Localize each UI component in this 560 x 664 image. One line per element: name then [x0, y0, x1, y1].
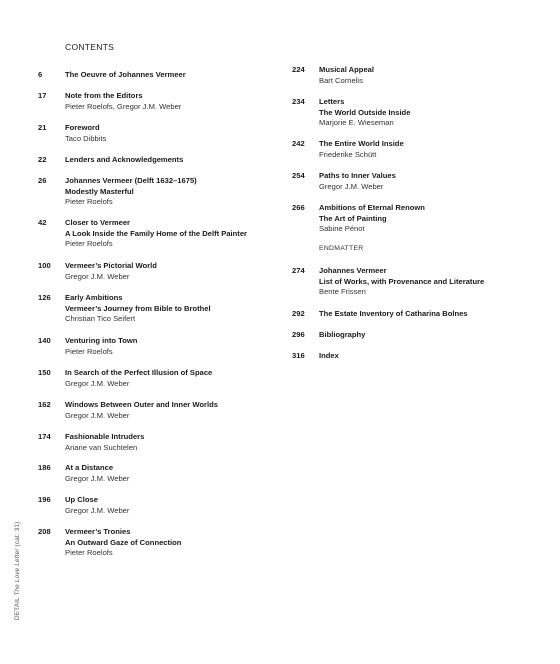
toc-entry-body — [65, 155, 183, 166]
toc-entry-title: Vermeer’s Tronies — [65, 527, 131, 536]
toc-entry-title: Venturing into Town — [65, 336, 138, 345]
toc-entry-author: Ariane van Suchtelen — [65, 442, 138, 452]
toc-entry-author: Pieter Roelofs — [65, 346, 113, 356]
toc-entry-title: Bibliography — [319, 330, 366, 339]
toc-entry-title: At a Distance — [65, 463, 114, 472]
toc-entry-body — [319, 330, 365, 341]
side-caption-title: The Love Letter — [14, 548, 21, 596]
toc-page-number: 234 — [292, 97, 305, 106]
toc-page-number: 100 — [38, 261, 51, 270]
toc-entry-title: Vermeer’s Journey from Bible to Brothel — [65, 303, 211, 313]
toc-entry-title: Paths to Inner Values — [319, 171, 396, 180]
toc-entry-author: Gregor J.M. Weber — [65, 505, 130, 515]
toc-entry-body — [319, 65, 374, 86]
toc-entry-author: Gregor J.M. Weber — [65, 473, 130, 483]
toc-entry-body — [65, 400, 218, 421]
toc-entry-title: Up Close — [65, 495, 98, 504]
toc-entry-author: Gregor J.M. Weber — [65, 410, 130, 420]
toc-entry-author: Pieter Roelofs — [65, 239, 113, 249]
toc-entry-body — [65, 336, 137, 357]
toc-entry-title: The Entire World Inside — [319, 139, 404, 148]
toc-entry-title: Letters — [319, 97, 345, 106]
toc-entry-title: Closer to Vermeer — [65, 218, 130, 227]
toc-entry-author: Christian Tico Seifert — [65, 314, 136, 324]
toc-page-number: 242 — [292, 139, 305, 148]
toc-entry-body — [65, 432, 144, 453]
toc-page-number: 174 — [38, 432, 51, 441]
toc-page-number: 316 — [292, 351, 305, 360]
toc-entry-body — [65, 123, 106, 144]
toc-entry-body — [65, 495, 129, 516]
toc-entry-title: Ambitions of Eternal Renown — [319, 203, 425, 212]
toc-entry-title: List of Works, with Provenance and Literature — [319, 276, 485, 286]
toc-entry-author: Gregor J.M. Weber — [319, 181, 384, 191]
toc-entry-body — [65, 463, 129, 484]
toc-entry-body — [319, 171, 396, 192]
toc-entry-title: In Search of the Perfect Illusion of Space — [65, 368, 213, 377]
toc-page-number: 196 — [38, 495, 51, 504]
toc-page-number: 22 — [38, 155, 47, 164]
toc-entry-title: An Outward Gaze of Connection — [65, 537, 182, 547]
toc-entry-body — [65, 261, 157, 282]
toc-page-number: 292 — [292, 309, 305, 318]
toc-entry-title: Index — [319, 351, 339, 360]
toc-page-number: 150 — [38, 368, 51, 377]
toc-entry-author: Sabine Pénot — [319, 224, 365, 234]
toc-page-number: 140 — [38, 336, 51, 345]
toc-entry-title: Note from the Editors — [65, 91, 143, 100]
toc-entry-title: A Look Inside the Family Home of the Delft Painter — [65, 228, 247, 238]
toc-entry-author: Pieter Roelofs — [65, 548, 113, 558]
toc-page-number: 296 — [292, 330, 305, 339]
toc-entry-author: Bart Cornelis — [319, 75, 363, 85]
toc-page-number: 162 — [38, 400, 51, 409]
toc-page-number: 208 — [38, 527, 51, 536]
toc-entry-title: Johannes Vermeer — [319, 266, 387, 275]
toc-entry-body — [319, 351, 339, 362]
toc-page-number: 224 — [292, 65, 305, 74]
toc-entry-title: The World Outside Inside — [319, 107, 411, 117]
toc-entry-title: Foreword — [65, 123, 100, 132]
toc-entry-body — [319, 203, 425, 235]
side-caption-prefix: DETAIL — [14, 597, 21, 620]
toc-entry-title: The Art of Painting — [319, 213, 387, 223]
toc-entry-body — [65, 176, 197, 208]
side-caption-suffix: (cat. 31) — [14, 521, 21, 547]
toc-entry-body — [319, 266, 484, 298]
toc-entry-title: The Oeuvre of Johannes Vermeer — [65, 70, 186, 79]
toc-entry-title: Johannes Vermeer (Delft 1632–1675) — [65, 176, 197, 185]
toc-entry-title: The Estate Inventory of Catharina Bolnes — [319, 309, 468, 318]
toc-entry-body — [319, 309, 468, 320]
toc-entry-title: Lenders and Acknowledgements — [65, 155, 184, 164]
toc-page-number: 21 — [38, 123, 47, 132]
contents-heading: CONTENTS — [65, 42, 115, 52]
toc-entry-author: Pieter Roelofs — [65, 197, 113, 207]
toc-entry-title: Modestly Masterful — [65, 186, 134, 196]
toc-entry-title: Musical Appeal — [319, 65, 374, 74]
toc-entry-author: Pieter Roelofs, Gregor J.M. Weber — [65, 101, 182, 111]
endmatter-label: ENDMATTER — [319, 245, 364, 252]
toc-entry-body — [319, 139, 404, 160]
toc-page-number: 42 — [38, 218, 47, 227]
toc-entry-author: Marjorie E. Wieseman — [319, 118, 394, 128]
toc-page-number: 126 — [38, 293, 51, 302]
toc-page-number: 266 — [292, 203, 305, 212]
toc-entry-title: Vermeer’s Pictorial World — [65, 261, 157, 270]
toc-entry-title: Fashionable Intruders — [65, 432, 145, 441]
toc-entry-author: Gregor J.M. Weber — [65, 378, 130, 388]
toc-page-number: 186 — [38, 463, 51, 472]
toc-page-number: 254 — [292, 171, 305, 180]
toc-page-number: 274 — [292, 266, 305, 275]
toc-page-number: 6 — [38, 70, 43, 79]
toc-entry-body — [65, 70, 186, 81]
toc-entry-title: Windows Between Outer and Inner Worlds — [65, 400, 218, 409]
toc-page-number: 26 — [38, 176, 47, 185]
toc-entry-body — [319, 97, 410, 129]
toc-entry-body — [65, 368, 212, 389]
toc-entry-body — [65, 218, 247, 250]
toc-entry-body — [65, 293, 211, 325]
toc-entry-author: Taco Dibbits — [65, 133, 107, 143]
toc-page-number: 17 — [38, 91, 47, 100]
toc-entry-author: Gregor J.M. Weber — [65, 271, 130, 281]
toc-entry-author: Bente Frissen — [319, 287, 366, 297]
toc-entry-body — [65, 527, 181, 559]
toc-entry-body — [65, 91, 181, 112]
toc-entry-title: Early Ambitions — [65, 293, 123, 302]
side-caption — [14, 522, 21, 620]
toc-entry-author: Friederike Schütt — [319, 149, 377, 159]
